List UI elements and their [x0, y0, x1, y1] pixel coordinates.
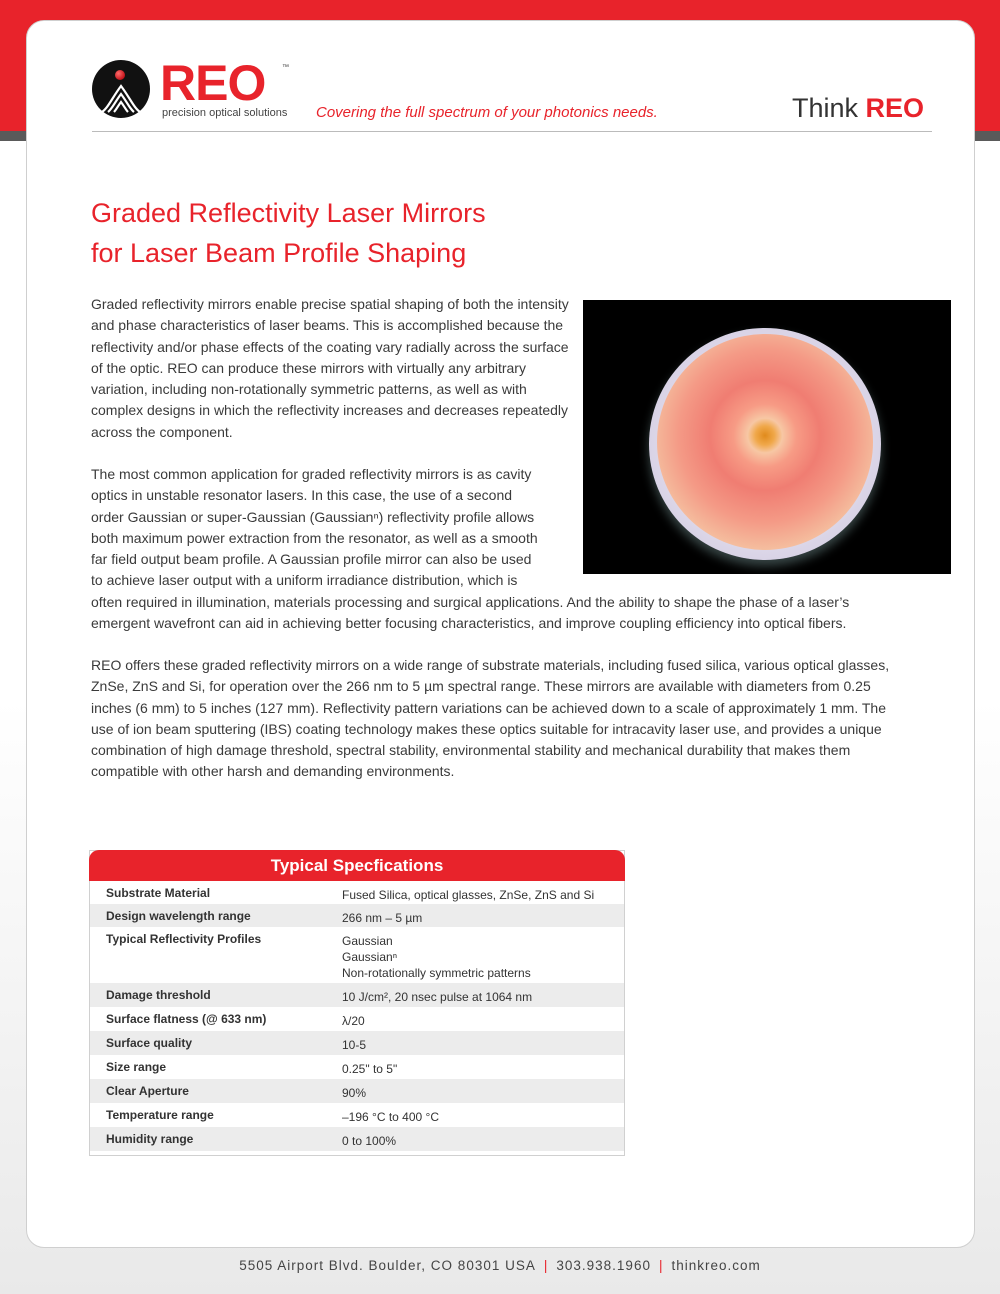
p2-line: optics in unstable resonator lasers. In this case, the use of a second: [91, 487, 513, 504]
mirror-disc-face: [657, 334, 873, 550]
application-paragraph-top: [91, 464, 571, 592]
header-divider: [92, 131, 932, 132]
spec-row: [90, 881, 624, 904]
p2-line: order Gaussian or super-Gaussian (Gaussianⁿ) reflectivity profile allows: [91, 508, 535, 525]
p2-line: far field output beam profile. A Gaussian profile mirror can also be used: [91, 551, 532, 568]
logo-subtitle: precision optical solutions: [162, 107, 288, 119]
footer-phone: 303.938.1960: [556, 1258, 651, 1273]
spec-value-line: –196 °C to 400 °C: [342, 1110, 439, 1124]
spec-value: [342, 983, 624, 1007]
spec-table: [89, 850, 625, 1156]
page-title: [91, 193, 651, 273]
spec-label: Surface flatness (@ 633 nm): [106, 1012, 267, 1026]
title-line-1: Graded Reflectivity Laser Mirrors: [91, 198, 486, 228]
logo-trademark: ™: [282, 64, 289, 71]
application-paragraph-rest: often required in illumination, materials processing and surgical applications. And the ability to shape the phase of a laser’s emergent wavefront can aid in achieving better focusing characteristics, and improve coupling efficiency into optical fibers.: [91, 594, 850, 632]
tagline: Covering the full spectrum of your photonics needs.: [316, 104, 658, 121]
logo-wordmark: REO: [160, 55, 266, 111]
intro-paragraph: Graded reflectivity mirrors enable precise spatial shaping of both the intensity and phase characteristics of laser beams. This is accomplished because the reflectivity and/or phase effects of the coating vary radially across the surface of the optic. REO can produce these mirrors with virtually any arbitrary variation, including non-rotationally symmetric patterns, as well as with complex designs in which the reflectivity increases and decreases repeatedly across the component.: [91, 296, 569, 440]
offering-paragraph: REO offers these graded reflectivity mirrors on a wide range of substrate materials, including fused silica, various optical glasses, ZnSe, ZnS and Si, for operation over the 266 nm to 5 µm spectral range. These mirrors are available with diameters from 0.25 inches (6 mm) to 5 inches (127 mm). Reflectivity pattern variations can be achieved down to a scale of approximately 1 mm. The use of ion beam sputtering (IBS) coating technology makes these optics suitable for intracavity laser use, and provides a unique combination of high damage threshold, spectral stability, environmental stability and mechanical durability that makes them compatible with other harsh and demanding environments.: [91, 657, 890, 780]
spec-value-line: 90%: [342, 1086, 367, 1100]
footer-address: 5505 Airport Blvd. Boulder, CO 80301 USA: [239, 1258, 536, 1273]
spec-value-line: 10 J/cm², 20 nsec pulse at 1064 nm: [342, 990, 533, 1004]
p2-line: both maximum power extraction from the resonator, as well as a smooth: [91, 529, 538, 546]
spec-label: Damage threshold: [106, 988, 211, 1002]
spec-value-line: Gaussian: [342, 934, 393, 948]
spec-value: [342, 1031, 624, 1055]
spec-value-line: 266 nm – 5 µm: [342, 911, 423, 925]
spec-row: [90, 904, 624, 927]
spec-value: [342, 1103, 624, 1127]
spec-row: [90, 983, 624, 1007]
logo-mark-icon: [92, 60, 150, 118]
spec-row: [90, 1031, 624, 1055]
spec-label: Surface quality: [106, 1036, 193, 1050]
mirror-photo: [583, 300, 951, 574]
footer-separator: |: [543, 1258, 549, 1273]
spec-row: [90, 1007, 624, 1031]
spec-row: [90, 927, 624, 983]
spec-value-line: 10-5: [342, 1038, 367, 1052]
spec-label: Temperature range: [106, 1108, 214, 1122]
spec-label: Typical Reflectivity Profiles: [106, 932, 262, 946]
spec-value-line: Fused Silica, optical glasses, ZnSe, ZnS and Si: [342, 888, 595, 902]
think-brand: REO: [865, 93, 925, 123]
spec-label: Humidity range: [106, 1132, 194, 1146]
think-prefix: Think: [792, 93, 866, 123]
spec-value: [342, 1079, 624, 1103]
spec-value: [342, 881, 624, 904]
spec-value: [342, 1007, 624, 1031]
spec-row: [90, 1055, 624, 1079]
spec-heading: Typical Specfications: [89, 850, 625, 881]
spec-label: Substrate Material: [106, 886, 211, 900]
spec-row: [90, 1079, 624, 1103]
spec-value-line: 0.25" to 5": [342, 1062, 398, 1076]
spec-label: Clear Aperture: [106, 1084, 189, 1098]
logo-dot: [115, 70, 125, 80]
think-reo: [792, 93, 924, 124]
spec-label: Size range: [106, 1060, 167, 1074]
spec-value: [342, 927, 624, 983]
spec-value-line: λ/20: [342, 1014, 365, 1028]
spec-label: Design wavelength range: [106, 909, 251, 923]
spec-row: [90, 1103, 624, 1127]
spec-row: [90, 1127, 624, 1151]
spec-value: [342, 1127, 624, 1151]
reo-logo: [92, 55, 292, 124]
spec-value-line: 0 to 100%: [342, 1134, 397, 1148]
footer: [0, 1258, 1000, 1273]
p2-line: to achieve laser output with a uniform irradiance distribution, which is: [91, 572, 518, 589]
footer-separator: |: [658, 1258, 664, 1273]
footer-website-link[interactable]: thinkreo.com: [671, 1258, 761, 1273]
p2-line: The most common application for graded reflectivity mirrors is as cavity: [91, 466, 532, 482]
spec-value: [342, 904, 624, 927]
spec-value-line: Non-rotationally symmetric patterns: [342, 966, 531, 980]
spec-value-line: Gaussianⁿ: [342, 950, 398, 964]
spec-value: [342, 1055, 624, 1079]
title-line-2: for Laser Beam Profile Shaping: [91, 238, 467, 268]
